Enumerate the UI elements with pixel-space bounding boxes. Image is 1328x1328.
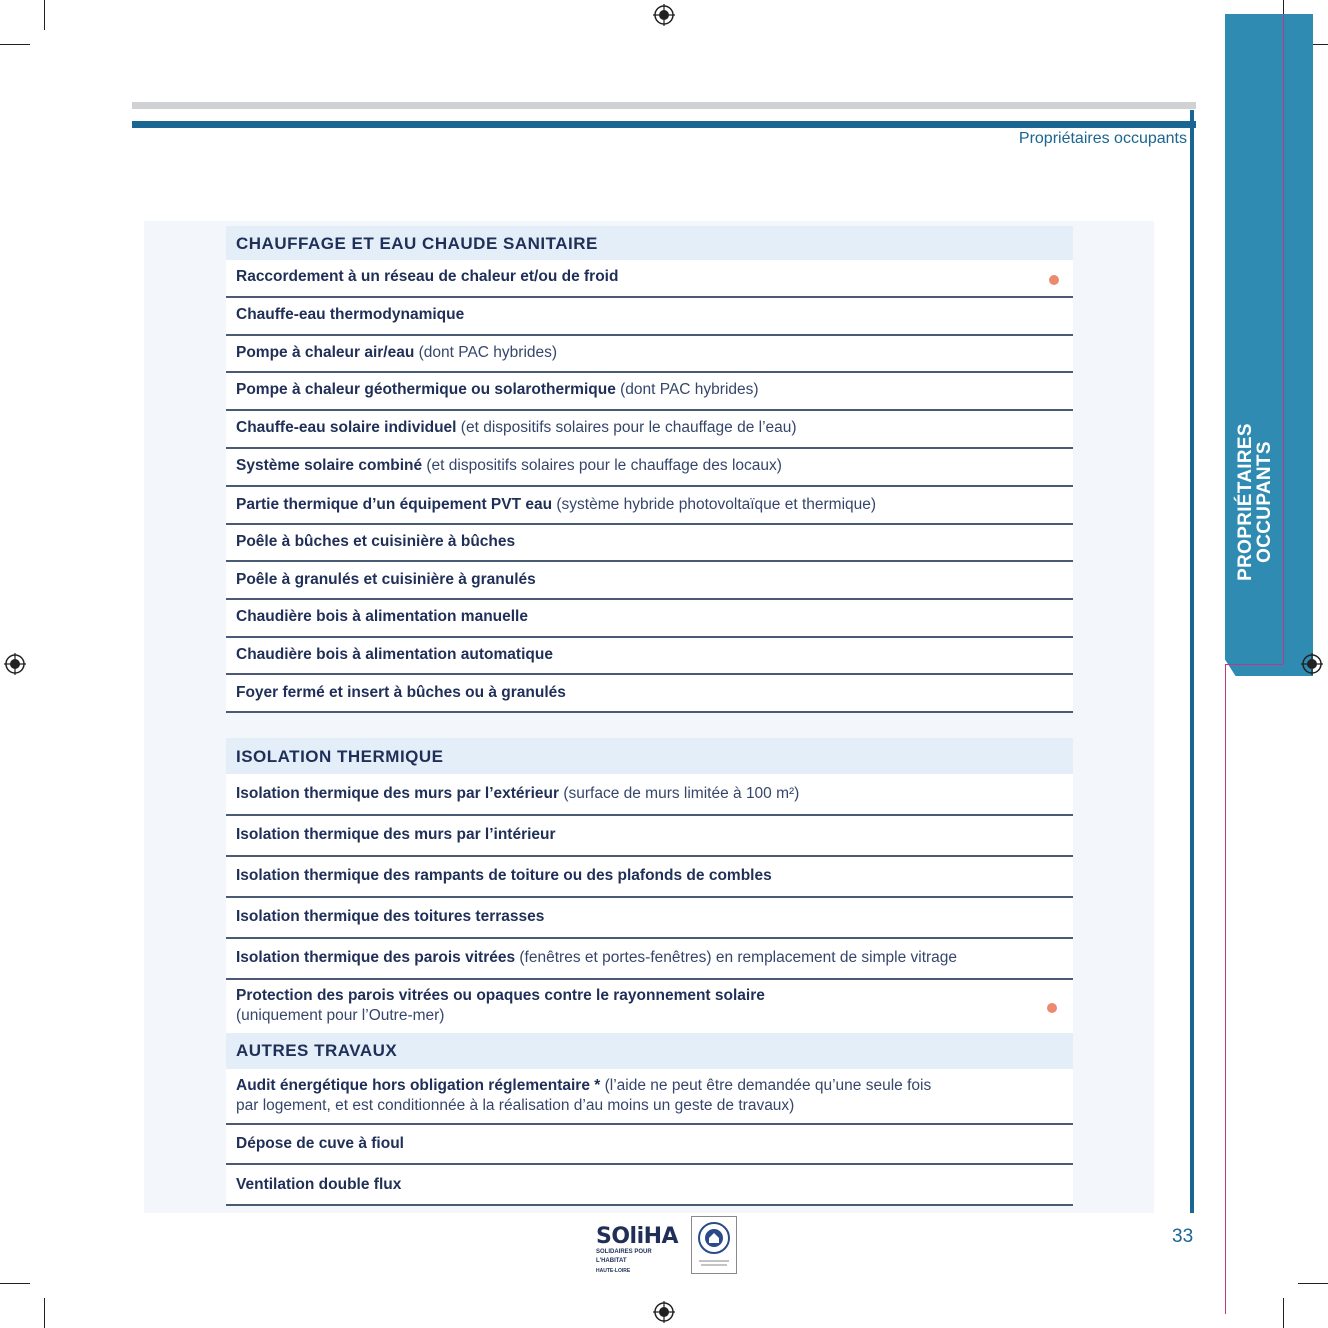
table-row: [226, 298, 1073, 336]
row-label: Protection des parois vitrées ou opaques contre le rayonnement solaire: [236, 987, 765, 1004]
table-row: [226, 774, 1073, 816]
table-row: [226, 1125, 1073, 1165]
crop-mark: [44, 1298, 45, 1328]
side-tab-label: [1236, 372, 1282, 632]
table-row: [226, 411, 1073, 449]
row-label: Système solaire combiné: [236, 457, 423, 474]
table-row: [226, 562, 1073, 600]
row-label: Raccordement à un réseau de chaleur et/ou de froid: [236, 268, 619, 285]
margin-rule: [1190, 110, 1194, 1213]
row-label: Isolation thermique des murs par l’intérieur: [236, 826, 556, 843]
row-note: (l’aide ne peut être demandée qu’une seule fois: [600, 1077, 932, 1094]
row-label: Chaudière bois à alimentation manuelle: [236, 608, 528, 625]
section-heading: AUTRES TRAVAUX: [226, 1033, 1073, 1069]
registration-mark-icon: [653, 4, 675, 26]
logo-tagline: SOLIDAIRES POUR L'HABITAT: [596, 1249, 652, 1264]
seal-icon: [692, 1217, 736, 1273]
logo-region: HAUTE-LOIRE: [596, 1268, 631, 1274]
crop-mark: [44, 0, 45, 30]
row-label: Isolation thermique des murs par l’extérieur: [236, 785, 560, 802]
section-heading: CHAUFFAGE ET EAU CHAUDE SANITAIRE: [226, 226, 1073, 260]
row-label: Chaudière bois à alimentation automatique: [236, 646, 553, 663]
row-note: (et dispositifs solaires pour le chauffage de l’eau): [456, 419, 797, 436]
row-label: Pompe à chaleur air/eau: [236, 344, 415, 361]
table-row: [226, 939, 1073, 980]
table-row: [226, 1069, 1073, 1125]
soliha-logo: [596, 1224, 680, 1274]
logo-name: SOliHA: [596, 1224, 679, 1249]
row-label: Chauffe-eau thermodynamique: [236, 306, 465, 323]
marker-dot-icon: [1047, 1003, 1057, 1013]
header-rule-grey: [132, 102, 1196, 109]
table-row: [226, 857, 1073, 898]
row-note: par logement, et est conditionnée à la réalisation d’au moins un geste de travaux): [236, 1097, 795, 1114]
registration-mark-icon: [653, 1301, 675, 1323]
table-row: [226, 373, 1073, 411]
bleed-line: [1225, 664, 1283, 665]
table-row: [226, 487, 1073, 525]
table-row: [226, 260, 1073, 298]
table-row: [226, 600, 1073, 638]
table-row: [226, 449, 1073, 487]
table-row: [226, 980, 1073, 1033]
crop-mark: [1298, 1283, 1328, 1284]
page-number: 33: [1172, 1226, 1194, 1247]
row-label: Foyer fermé et insert à bûches ou à granulés: [236, 684, 566, 701]
table-row: [226, 816, 1073, 857]
marker-dot-icon: [1049, 275, 1059, 285]
crop-mark: [1283, 1298, 1284, 1328]
row-label: Isolation thermique des rampants de toiture ou des plafonds de combles: [236, 867, 772, 884]
row-label: Audit énergétique hors obligation réglementaire *: [236, 1077, 601, 1094]
crop-mark: [0, 1283, 30, 1284]
row-note: (uniquement pour l’Outre-mer): [236, 1007, 445, 1024]
bleed-line: [1225, 664, 1226, 1314]
header-rule-blue: [132, 121, 1196, 128]
table-row: [226, 336, 1073, 373]
row-note: (et dispositifs solaires pour le chauffage des locaux): [422, 457, 782, 474]
section-heading: ISOLATION THERMIQUE: [226, 738, 1073, 774]
row-label: Dépose de cuve à fioul: [236, 1135, 404, 1152]
row-label: Pompe à chaleur géothermique ou solarothermique: [236, 381, 616, 398]
table-row: [226, 898, 1073, 939]
row-label: Isolation thermique des parois vitrées: [236, 949, 516, 966]
row-label: Isolation thermique des toitures terrasses: [236, 908, 545, 925]
row-note: (système hybride photovoltaïque et thermique): [552, 496, 877, 513]
bleed-line: [1283, 14, 1284, 664]
row-note: (fenêtres et portes-fenêtres) en remplacement de simple vitrage: [515, 949, 958, 966]
table-row: [226, 1165, 1073, 1206]
registration-mark-icon: [1301, 653, 1323, 675]
certification-seal: [691, 1216, 737, 1274]
table-row: [226, 525, 1073, 562]
table-row: [226, 675, 1073, 713]
running-header: Propriétaires occupants: [1018, 130, 1187, 147]
row-label: Poêle à bûches et cuisinière à bûches: [236, 533, 516, 550]
row-label: Chauffe-eau solaire individuel: [236, 419, 457, 436]
table-row: [226, 638, 1073, 675]
row-note: (surface de murs limitée à 100 m²): [559, 785, 800, 802]
crop-mark: [0, 44, 30, 45]
side-tab-line1: PROPRIÉTAIRES: [1235, 423, 1256, 581]
row-note: (dont PAC hybrides): [615, 381, 759, 398]
row-label: Poêle à granulés et cuisinière à granulés: [236, 571, 536, 588]
row-note: (dont PAC hybrides): [414, 344, 558, 361]
side-tab-line2: OCCUPANTS: [1254, 441, 1275, 563]
row-label: Partie thermique d’un équipement PVT eau: [236, 496, 553, 513]
row-label: Ventilation double flux: [236, 1176, 402, 1193]
registration-mark-icon: [4, 653, 26, 675]
